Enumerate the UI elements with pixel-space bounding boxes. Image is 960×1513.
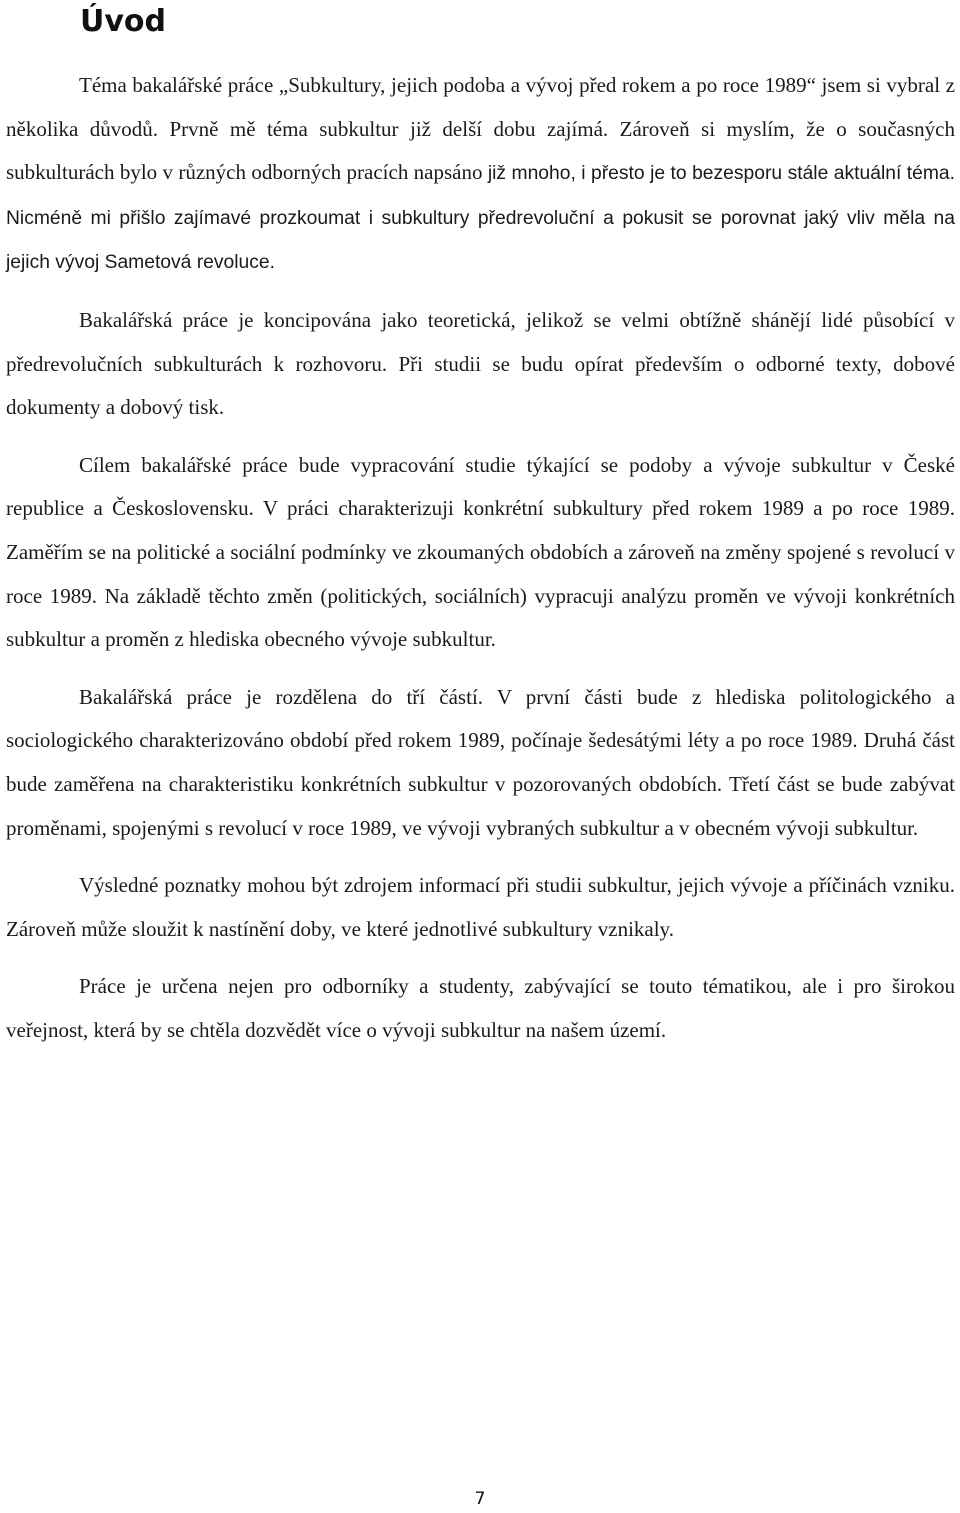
paragraph-intro — [6, 64, 955, 285]
paragraph-results: Výsledné poznatky mohou být zdrojem informací při studii subkultur, jejich vývoje a příčinách vzniku. Zároveň může sloužit k nastínění doby, ve které jednotlivé subkultury vznikaly. — [6, 873, 955, 941]
page-number: 7 — [474, 1489, 486, 1509]
paragraph-methodology: Bakalářská práce je koncipována jako teoretická, jelikož se velmi obtížně shánějí lidé působící v předrevolučních subkulturách k rozhovoru. Při studii se budu opírat především o odborné texty, dobové dokumenty a dobový tisk. — [6, 307, 955, 420]
paragraph-goal: Cílem bakalářské práce bude vypracování studie týkající se podoby a vývoje subkultur v České republice a Československu. V práci charakterizuji konkrétní subkultury před rokem 1989 a po roce 1989. Zaměřím se na politické a sociální podmínky ve zkoumaných obdobích a zároveň na změny spojené s revolucí v roce 1989. Na základě těchto změn (politických, sociálních) vypracuji analýzu proměn ve vývoji konkrétních subkultur a proměn z hlediska obecného vývoje subkultur. — [6, 452, 955, 652]
body-text — [6, 64, 955, 1066]
paragraph-intro-serif-part: Téma bakalářské práce „Subkultury, jejich podoba a vývoj před rokem a po roce 1989“ jsem si vybral z několika důvodů. Prvně mě téma subkultur již delší dobu zajímá. Zároveň si myslím, že o současných subkulturách bylo v různých odborných pracích napsáno — [6, 73, 955, 185]
paragraph-intro-sans-part: již mnoho, i přesto je to bezesporu stále aktuální téma. Nicméně mi přišlo zajímavé prozkoumat i subkultury předrevoluční a pokusit se porovnat jaký vliv měla na jejich vývoj Sametová revoluce. — [6, 163, 955, 274]
paragraph-audience: Práce je určena nejen pro odborníky a studenty, zabývající se touto tématikou, ale i pro širokou veřejnost, která by se chtěla dozvědět více o vývoji subkultur na našem území. — [6, 974, 955, 1042]
paragraph-structure: Bakalářská práce je rozdělena do tří částí. V první části bude z hlediska politologického a sociologického charakterizováno období před rokem 1989, počínaje šedesátými léty a po roce 1989. Druhá část bude zaměřena na charakteristiku konkrétních subkultur v pozorovaných obdobích. Třetí část se bude zabývat proměnami, spojenými s revolucí v roce 1989, ve vývoji vybraných subkultur a v obecném vývoji subkultur. — [6, 684, 955, 840]
page-title: Úvod — [80, 4, 167, 39]
